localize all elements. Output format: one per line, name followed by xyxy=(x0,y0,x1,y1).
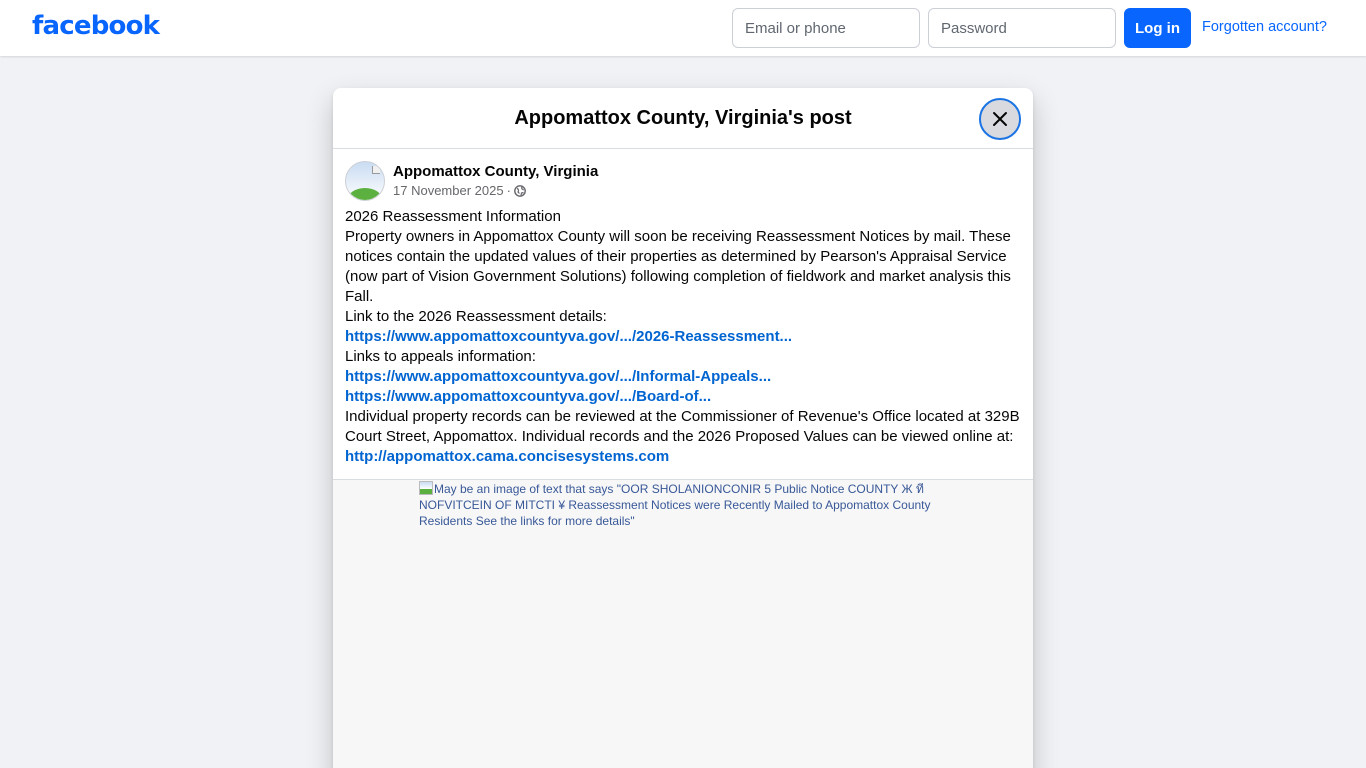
post-text xyxy=(333,201,1033,480)
reassessment-link[interactable]: https://www.appomattoxcountyva.gov/.../2026-Reassessment... xyxy=(345,328,793,345)
password-input[interactable] xyxy=(928,8,1116,48)
board-of-appeals-link[interactable]: https://www.appomattoxcountyva.gov/.../Board-of... xyxy=(345,388,712,405)
facebook-logo[interactable]: facebook xyxy=(32,11,160,41)
appeals-label: Links to appeals information: xyxy=(345,348,536,365)
dialog-title: Appomattox County, Virginia's post xyxy=(514,106,852,129)
close-button[interactable] xyxy=(979,98,1021,140)
globe-icon xyxy=(514,185,526,197)
page-avatar[interactable] xyxy=(345,161,385,201)
top-navigation-bar xyxy=(0,0,1366,56)
records-paragraph: Individual property records can be reviewed at the Commissioner of Revenue's Office located at 329B Court Street, Appomattox. Individual records and the 2026 Proposed Values can be viewed online at: xyxy=(345,408,1020,445)
broken-image-icon xyxy=(419,481,433,495)
post-meta xyxy=(393,182,598,200)
post-image-alt-text[interactable] xyxy=(419,481,939,529)
informal-appeals-link[interactable]: https://www.appomattoxcountyva.gov/.../Informal-Appeals... xyxy=(345,368,772,385)
broken-image-corner xyxy=(372,166,380,174)
meta-separator: · xyxy=(506,183,511,198)
post-header xyxy=(333,149,1033,201)
login-button[interactable]: Log in xyxy=(1124,8,1191,48)
email-input[interactable] xyxy=(732,8,920,48)
image-alt-text: May be an image of text that says "OOR SHOLANIONCONIR 5 Public Notice COUNTY Ж ที NOFVITCEIN OF MITCTI ¥ Reassessment Notices were Recently Mailed to Appomattox County Residents See the links for more details" xyxy=(419,482,931,528)
post-date[interactable]: 17 November 2025 xyxy=(393,183,504,198)
post-image-area[interactable] xyxy=(333,480,1033,768)
post-dialog xyxy=(333,88,1033,768)
post-heading: 2026 Reassessment Information xyxy=(345,208,561,225)
dialog-header xyxy=(333,88,1033,149)
author-block xyxy=(393,162,598,200)
close-icon xyxy=(991,110,1009,128)
avatar-image-placeholder xyxy=(348,188,382,201)
cama-records-link[interactable]: http://appomattox.cama.concisesystems.com xyxy=(345,448,670,465)
forgotten-account-link[interactable]: Forgotten account? xyxy=(1202,19,1327,35)
reassessment-link-label: Link to the 2026 Reassessment details: xyxy=(345,308,607,325)
post-paragraph: Property owners in Appomattox County will soon be receiving Reassessment Notices by mail. These notices contain the updated values of their properties as determined by Pearson's Appraisal Service (now part of Vision Government Solutions) following completion of fieldwork and market analysis this Fall. xyxy=(345,228,1011,305)
author-name[interactable]: Appomattox County, Virginia xyxy=(393,163,599,180)
